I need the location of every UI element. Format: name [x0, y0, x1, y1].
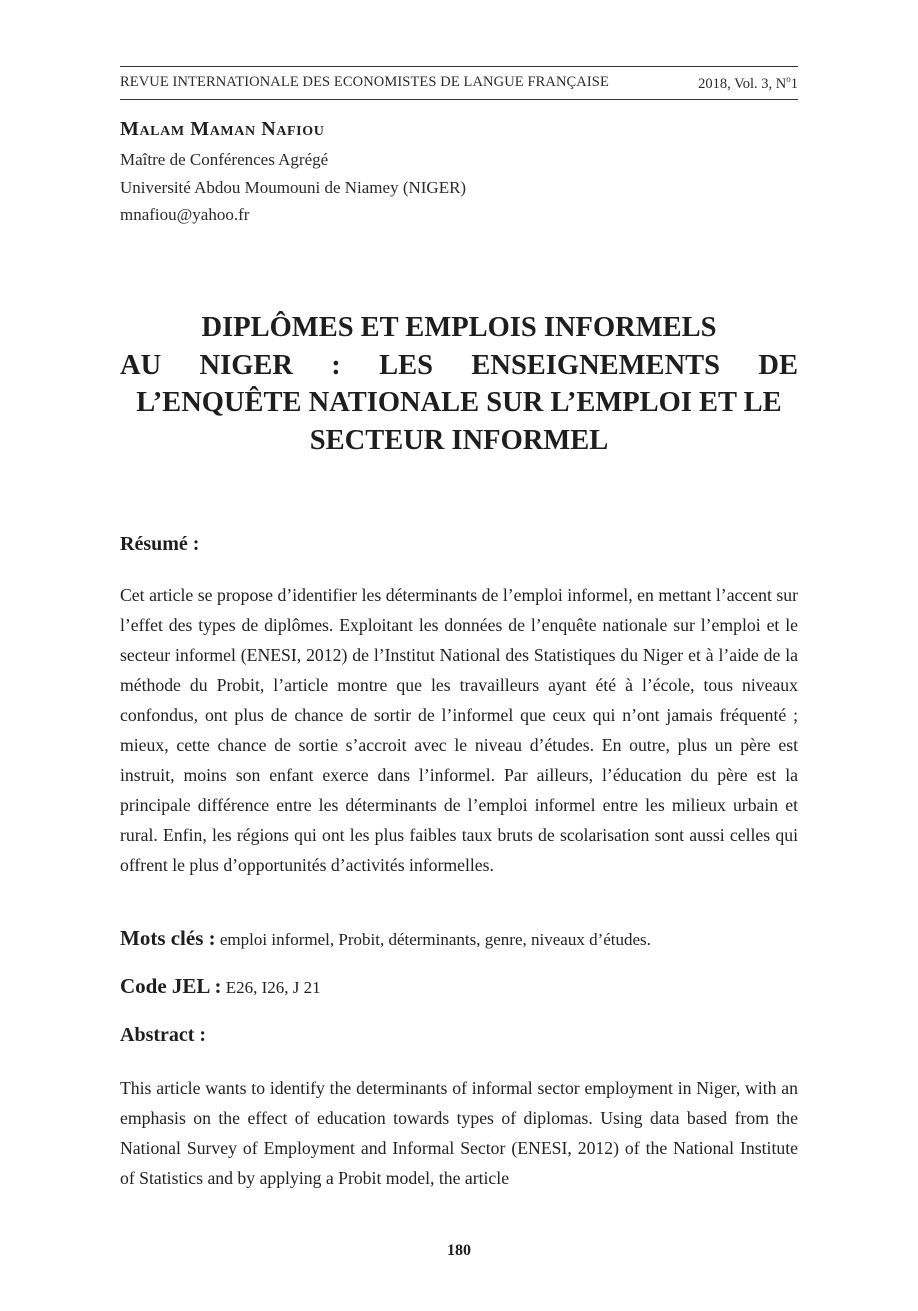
issue-prefix: 2018, Vol. 3, N — [698, 75, 787, 92]
jel-value: E26, I26, J 21 — [221, 978, 321, 997]
title-line-1: DIPLÔMES ET EMPLOIS INFORMELS — [201, 312, 717, 343]
title-word: ENSEIGNEMENTS — [471, 349, 721, 381]
title-word: LES — [379, 349, 434, 381]
header-rule-bottom — [120, 99, 798, 100]
abstract-text: This article wants to identify the determinants of informal sector employment in Niger, with an emphasis on the effect of education towards types of diplomas. Using data based from the National Survey of Employment and Informal Sector (ENESI, 2012) of the National Institute of Statistics and by applying a Probit model, the article — [120, 1078, 798, 1188]
resume-heading: Résumé : — [120, 533, 200, 555]
jel-label: Code JEL : — [120, 974, 222, 998]
issue-info — [698, 74, 798, 93]
article-title — [120, 309, 798, 459]
title-line-3: L’ENQUÊTE NATIONALE SUR L’EMPLOI ET LE — [136, 387, 782, 418]
issue-number: 1 — [790, 75, 798, 92]
author-email: mnafiou@yahoo.fr — [120, 205, 250, 224]
title-word: AU — [120, 349, 162, 381]
title-line-4: SECTEUR INFORMEL — [309, 424, 609, 456]
title-word: NIGER — [199, 349, 293, 381]
issue-sup: o — [786, 74, 791, 84]
author-name: Malam Maman Nafiou — [120, 118, 325, 140]
page-number: 180 — [447, 1242, 471, 1259]
keywords-value: emploi informel, Probit, déterminants, genre, niveaux d’études. — [215, 930, 651, 949]
abstract-heading: Abstract : — [120, 1024, 207, 1046]
title-word: DE — [758, 349, 798, 381]
journal-name: REVUE INTERNATIONALE DES ECONOMISTES DE LANGUE FRANÇAISE — [120, 74, 609, 90]
resume-text: Cet article se propose d’identifier les déterminants de l’emploi informel, en mettant l’accent sur l’effet des types de diplômes. Exploitant les données de l’enquête nationale sur l’emploi et le secteur informel (ENESI, 2012) de l’Institut National des Statistiques du Niger et à l’aide de la méthode du Probit, l’article montre que les travailleurs ayant été à l’école, tous niveaux confondus, ont plus de chance de sortir de l’informel que ceux qui n’ont jamais fréquenté ; mieux, cette chance de sortie s’accroit avec le niveau d’études. En outre, plus un père est instruit, moins son enfant exerce dans l’informel. Par ailleurs, l’éducation du père est la principale différence entre les déterminants de l’emploi informel entre les milieux urbain et rural. Enfin, les régions qui ont les plus faibles taux bruts de scolarisation sont aussi celles qui offrent le plus d’opportunités d’activités informelles. — [120, 585, 798, 875]
title-word: : — [331, 349, 341, 381]
jel-codes — [120, 974, 798, 999]
header-rule-top — [120, 66, 798, 67]
title-line-2 — [120, 347, 798, 385]
keywords-label: Mots clés : — [120, 926, 216, 950]
keywords — [120, 926, 798, 951]
author-position: Maître de Conférences Agrégé — [120, 150, 329, 169]
author-institution: Université Abdou Moumouni de Niamey (NIGER) — [120, 178, 467, 197]
